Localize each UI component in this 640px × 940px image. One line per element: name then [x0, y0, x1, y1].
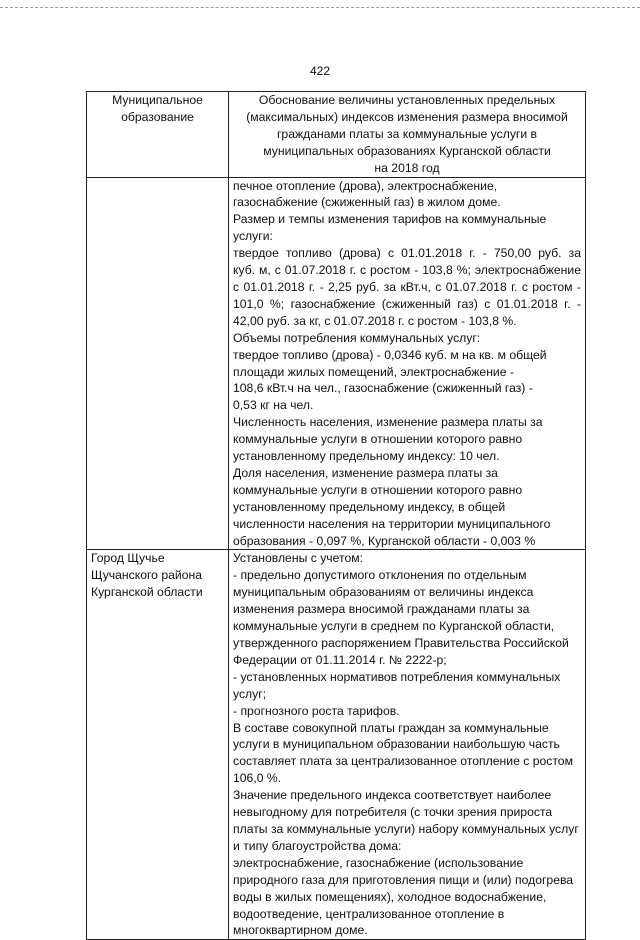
table-row	[87, 177, 586, 550]
justification-line: природного газа для приготовления пищи и (или) подогрева	[233, 872, 574, 887]
municipality-name-line: Город Щучье	[91, 551, 165, 566]
header-municipality-cell	[87, 92, 229, 178]
justification-line: с 01.01.2018 г. - 2,25 руб. за кВт.ч, с 01.07.2018 г. с ростом -	[233, 279, 581, 294]
justification-line: твердое топливо (дрова) с 01.01.2018 г. - 750,00 руб. за	[233, 246, 581, 261]
justification-line: численности населения на территории муниципального	[233, 516, 551, 531]
justification-line: услуг;	[233, 686, 267, 701]
justification-line: Размер и темпы изменения тарифов на коммунальные	[233, 212, 547, 227]
tariff-justification-table	[86, 91, 586, 940]
justification-line: 108,6 кВт.ч на чел., газоснабжение (сжиженный газ) -	[233, 381, 533, 396]
scan-top-edge-rule	[0, 7, 640, 8]
header-municipality-line: Муниципальное	[112, 93, 203, 107]
justification-line: утвержденного распоряжением Правительства Российской	[233, 636, 569, 650]
header-municipality-line: образование	[121, 109, 194, 124]
justification-line: водоотведение, централизованное отопление в	[233, 906, 505, 921]
page-number: 422	[309, 64, 331, 78]
justification-line: муниципальным образованиям от величины индекса	[233, 585, 534, 600]
municipality-cell	[87, 550, 229, 940]
justification-line: воды в жилых помещениях), холодное водоснабжение,	[233, 889, 547, 904]
header-justification-line: муниципальных образованиях Курганской области	[263, 143, 551, 158]
justification-line: установленному предельному индексу, в общей	[233, 499, 506, 514]
justification-line: Установлены с учетом:	[233, 551, 363, 566]
justification-line: многоквартирном доме.	[233, 923, 368, 938]
justification-line: площади жилых помещений, электроснабжение -	[233, 364, 514, 379]
header-justification-line: (максимальных) индексов изменения размера вносимой	[246, 109, 568, 124]
justification-line: Объемы потребления коммунальных услуг:	[233, 330, 481, 345]
justification-line: образования - 0,097 %, Курганской области - 0,003 %	[233, 533, 536, 548]
table-row	[87, 550, 586, 940]
justification-line: Федерации от 01.11.2014 г. № 2222-р;	[233, 652, 447, 667]
municipality-name-line: Щучанского района	[91, 568, 202, 583]
justification-line: изменения размера вносимой гражданами платы за	[233, 602, 530, 617]
justification-line: газоснабжение (сжиженный газ) в жилом доме.	[233, 195, 501, 210]
justification-line: - установленных нормативов потребления коммунальных	[233, 669, 561, 684]
header-justification-line: на 2018 год	[374, 160, 440, 175]
justification-line: Доля населения, изменение размера платы за	[233, 465, 498, 480]
header-justification-line: Обоснование величины установленных предельных	[258, 93, 556, 107]
justification-line: электроснабжение, газоснабжение (использование	[233, 855, 524, 870]
justification-line: 0,53 кг на чел.	[233, 398, 314, 413]
justification-line: платы за коммунальные услуги) набору коммунальных услуг	[233, 821, 579, 836]
justification-line: 101,0 %; газоснабжение (сжиженный газ) с 01.01.2018 г. -	[233, 296, 581, 311]
justification-cell	[229, 550, 586, 940]
justification-line: 42,00 руб. за кг, с 01.07.2018 г. с ростом - 103,8 %.	[233, 313, 517, 328]
justification-line: - предельно допустимого отклонения по отдельным	[233, 568, 527, 583]
justification-line: печное отопление (дрова), электроснабжение,	[233, 178, 498, 193]
justification-line: невыгодному для потребителя (с точки зрения прироста	[233, 805, 553, 820]
justification-line: установленному предельному индексу: 10 чел.	[233, 449, 500, 464]
justification-line: и типу благоустройства дома:	[233, 838, 402, 853]
header-justification-line: гражданами платы за коммунальные услуги в	[276, 126, 538, 141]
justification-line: Значение предельного индекса соответствует наиболее	[233, 788, 552, 803]
municipality-name-line: Курганской области	[91, 585, 203, 600]
header-justification-cell	[229, 92, 586, 178]
justification-line: 106,0 %.	[233, 771, 282, 786]
table-header-row	[87, 92, 586, 178]
municipality-cell	[87, 177, 229, 550]
justification-line: составляет плата за централизованное отопление с ростом	[233, 754, 573, 769]
justification-line: коммунальные услуги в отношении которого равно	[233, 482, 523, 497]
justification-line: коммунальные услуги в среднем по Курганской области,	[233, 619, 555, 634]
justification-line: В составе совокупной платы граждан за коммунальные	[233, 720, 549, 735]
justification-line: Численность населения, изменение размера платы за	[233, 415, 543, 430]
justification-line: твердое топливо (дрова) - 0,0346 куб. м на кв. м общей	[233, 347, 547, 362]
justification-line: услуги в муниципальном образовании наибольшую часть	[233, 737, 560, 752]
justification-line: коммунальные услуги в отношении которого равно	[233, 432, 523, 447]
justification-cell	[229, 177, 586, 550]
justification-line: услуги:	[233, 229, 273, 244]
justification-line: - прогнозного роста тарифов.	[233, 703, 400, 718]
justification-line: куб. м, с 01.07.2018 г. с ростом - 103,8 %; электроснабжение	[233, 263, 581, 278]
